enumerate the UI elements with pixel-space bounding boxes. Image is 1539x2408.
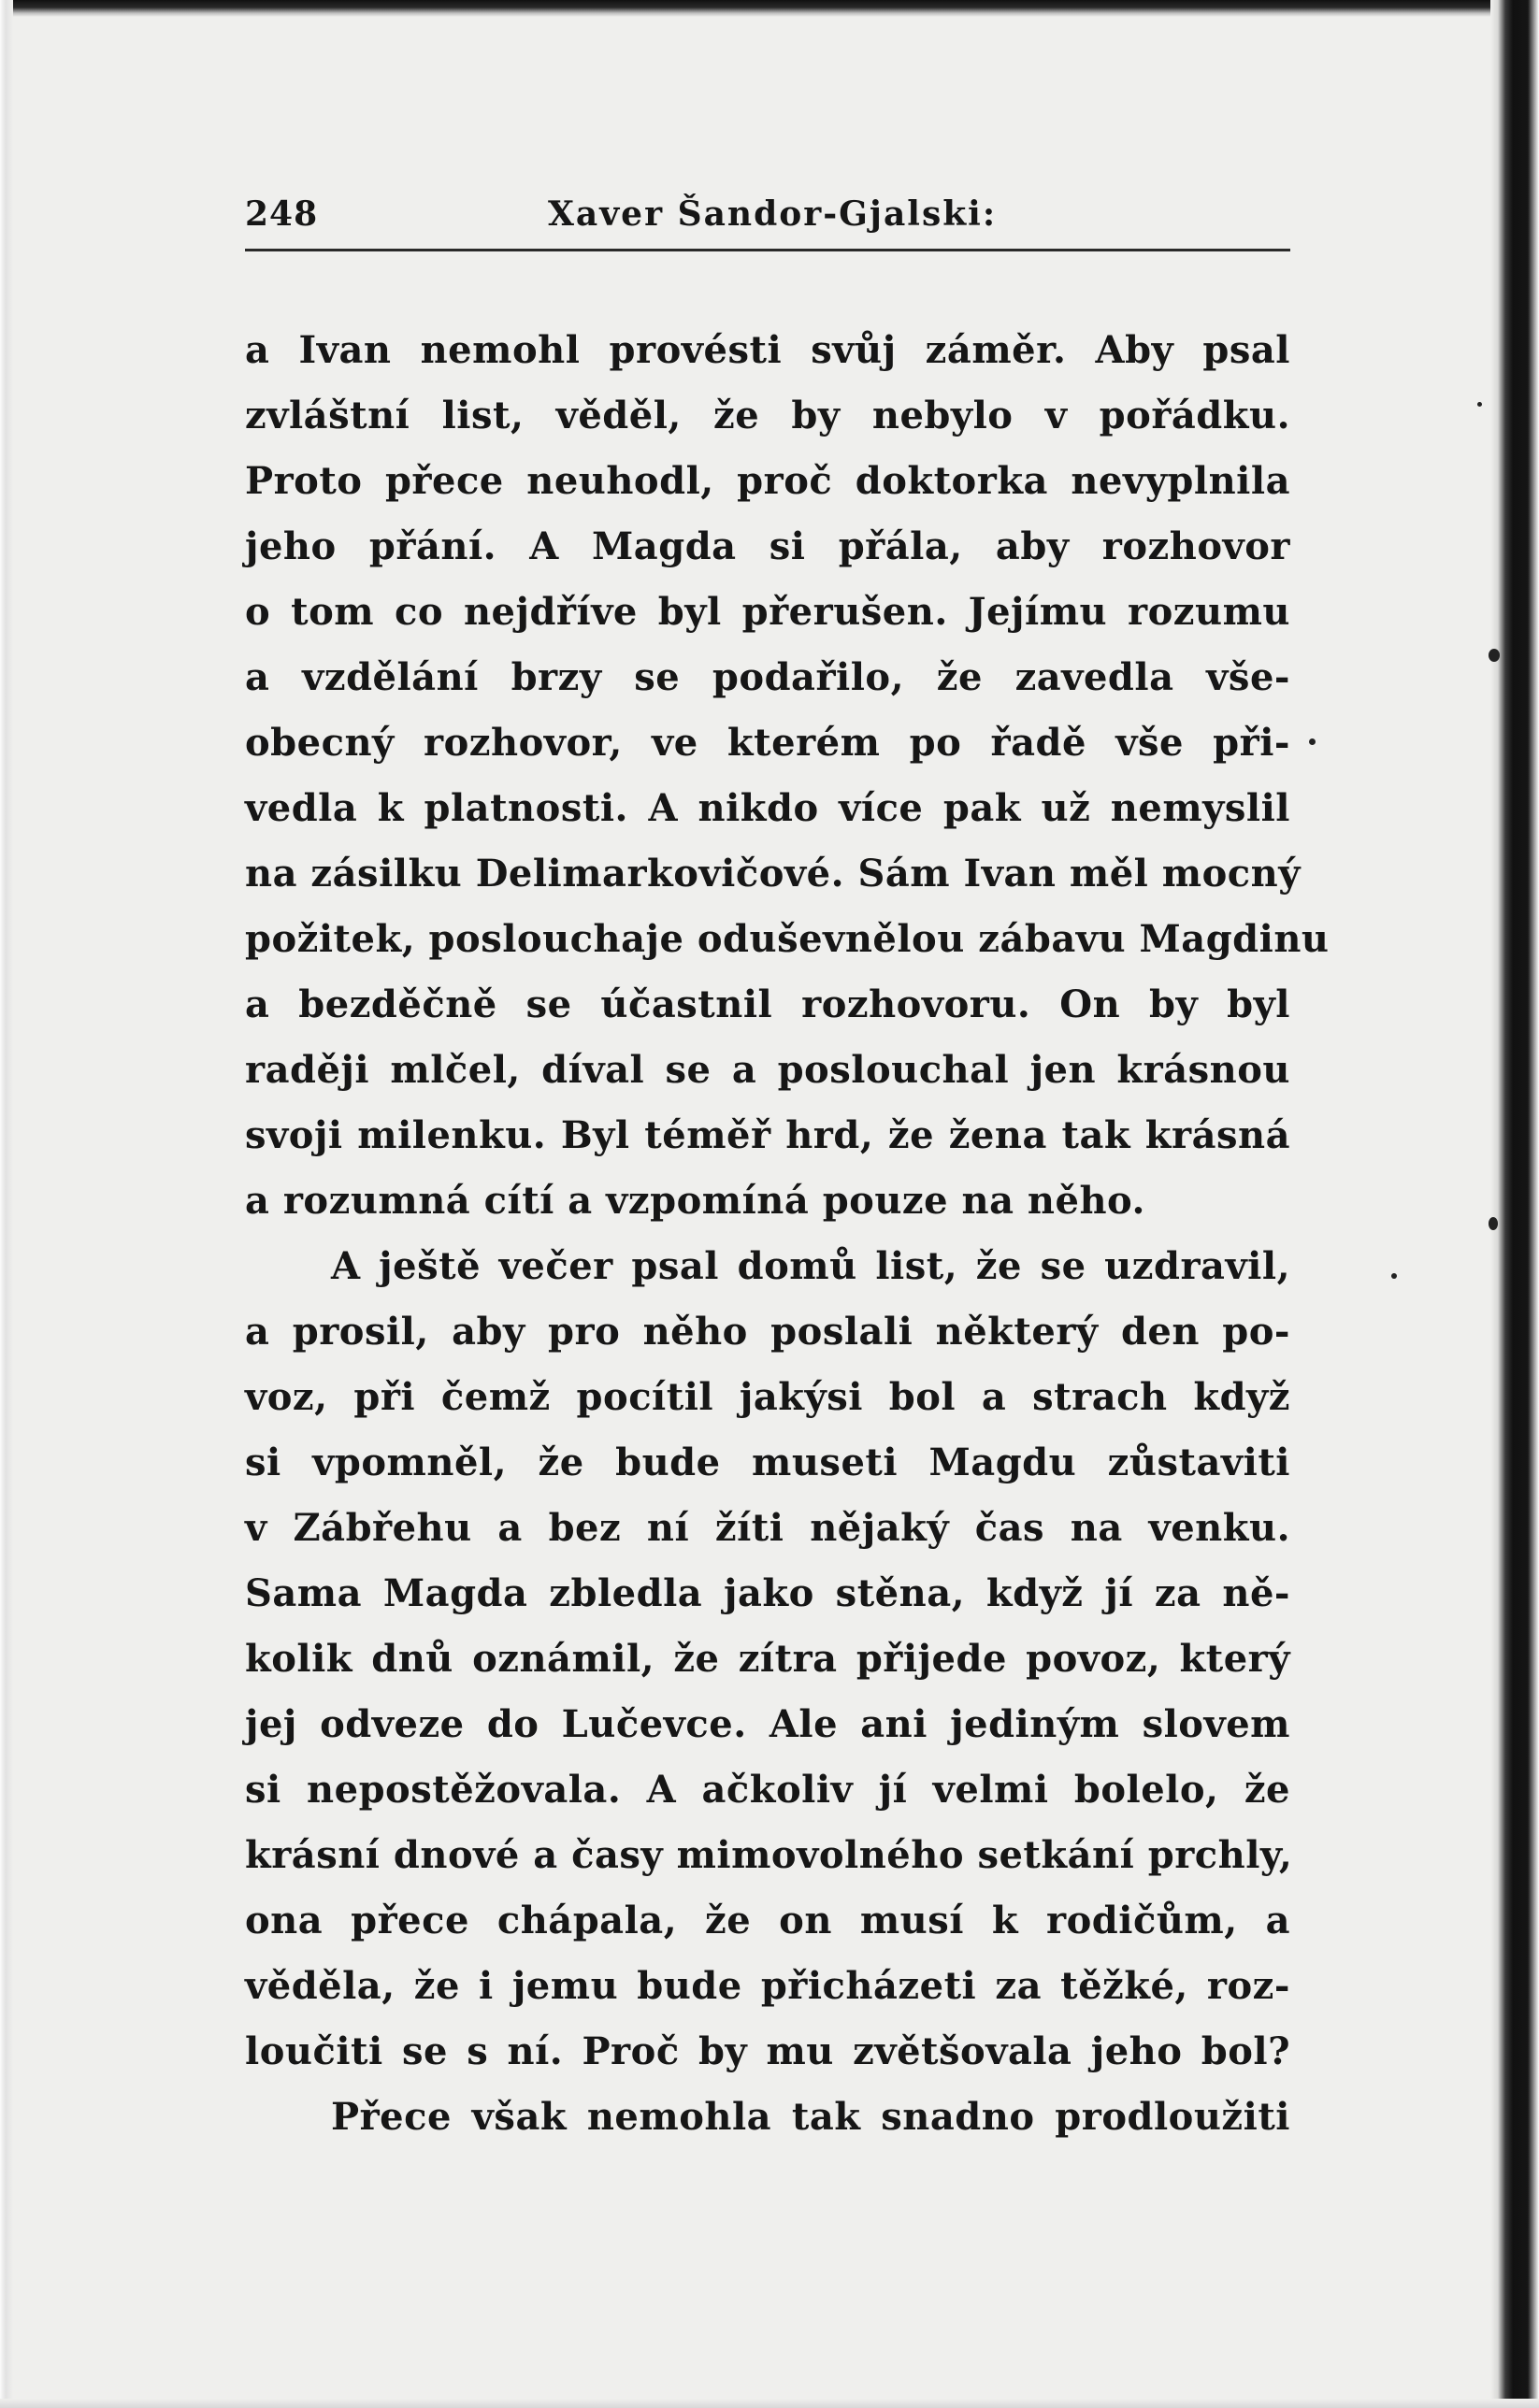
- text-line: Sama Magda zbledla jako stěna, když jí za ně-: [245, 1571, 1290, 1615]
- text-line: jeho přání. A Magda si přála, aby rozhovor: [245, 524, 1290, 568]
- text-line: a rozumná cítí a vzpomíná pouze na něho.: [245, 1179, 1145, 1223]
- text-line: a Ivan nemohl provésti svůj záměr. Aby psal: [245, 328, 1290, 372]
- page-header: [245, 194, 1290, 251]
- text-line: raději mlčel, díval se a poslouchal jen krásnou: [245, 1048, 1290, 1092]
- scan-edge-top: [0, 0, 1539, 17]
- text-line: si vpomněl, že bude museti Magdu zůstaviti: [245, 1440, 1290, 1484]
- text-line: zvláštní list, věděl, že by nebylo v pořádku.: [245, 394, 1290, 437]
- body-text: [245, 318, 1330, 2150]
- text-line: ona přece chápala, že on musí k rodičům, a: [245, 1899, 1290, 1942]
- text-line: požitek, poslouchaje oduševnělou zábavu Magdinu: [245, 917, 1330, 961]
- scan-edge-right: [1490, 0, 1539, 2408]
- text-line: kolik dnů oznámil, že zítra přijede povoz, který: [245, 1637, 1290, 1681]
- text-line: svoji milenku. Byl téměř hrd, že žena tak krásná: [245, 1113, 1290, 1157]
- text-line: věděla, že i jemu bude přicházeti za těžké, roz-: [245, 1964, 1290, 2008]
- text-line: vedla k platnosti. A nikdo více pak už nemyslil: [245, 786, 1290, 830]
- text-line: na zásilku Delimarkovičové. Sám Ivan měl mocný: [245, 852, 1301, 896]
- text-line: voz, při čemž pocítil jakýsi bol a strach když: [245, 1375, 1290, 1419]
- paragraph-start-line: Přece však nemohla tak snadno prodloužiti: [331, 2095, 1290, 2139]
- text-line: obecný rozhovor, ve kterém po řadě vše při-: [245, 721, 1290, 765]
- running-head: Xaver Šandor-Gjalski:: [548, 194, 998, 234]
- text-line: a bezděčně se účastnil rozhovoru. On by byl: [245, 982, 1290, 1026]
- scan-speck: [1309, 738, 1316, 745]
- text-line: jej odveze do Lučevce. Ale ani jediným slovem: [245, 1702, 1290, 1746]
- text-line: loučiti se s ní. Proč by mu zvětšovala jeho bol?: [245, 2029, 1290, 2073]
- text-line: Proto přece neuhodl, proč doktorka nevyplnila: [245, 459, 1290, 503]
- scan-edge-left: [0, 0, 13, 2408]
- paragraph-start-line: A ještě večer psal domů list, že se uzdravil,: [331, 1244, 1290, 1288]
- scan-speck: [1391, 1273, 1397, 1279]
- page-number: 248: [245, 194, 319, 234]
- scan-speck: [1489, 649, 1500, 662]
- scan-speck: [1489, 1217, 1498, 1230]
- text-line: a prosil, aby pro něho poslali některý den po-: [245, 1310, 1290, 1354]
- scan-edge-bottom: [0, 2399, 1539, 2408]
- text-line: krásní dnové a časy mimovolného setkání prchly,: [245, 1833, 1293, 1877]
- scan-speck: [1477, 402, 1482, 407]
- text-line: a vzdělání brzy se podařilo, že zavedla vše-: [245, 655, 1290, 699]
- text-line: si nepostěžovala. A ačkoliv jí velmi bolelo, že: [245, 1768, 1290, 1812]
- text-line: o tom co nejdříve byl přerušen. Jejímu rozumu: [245, 590, 1290, 634]
- text-line: v Zábřehu a bez ní žíti nějaký čas na venku.: [245, 1506, 1290, 1550]
